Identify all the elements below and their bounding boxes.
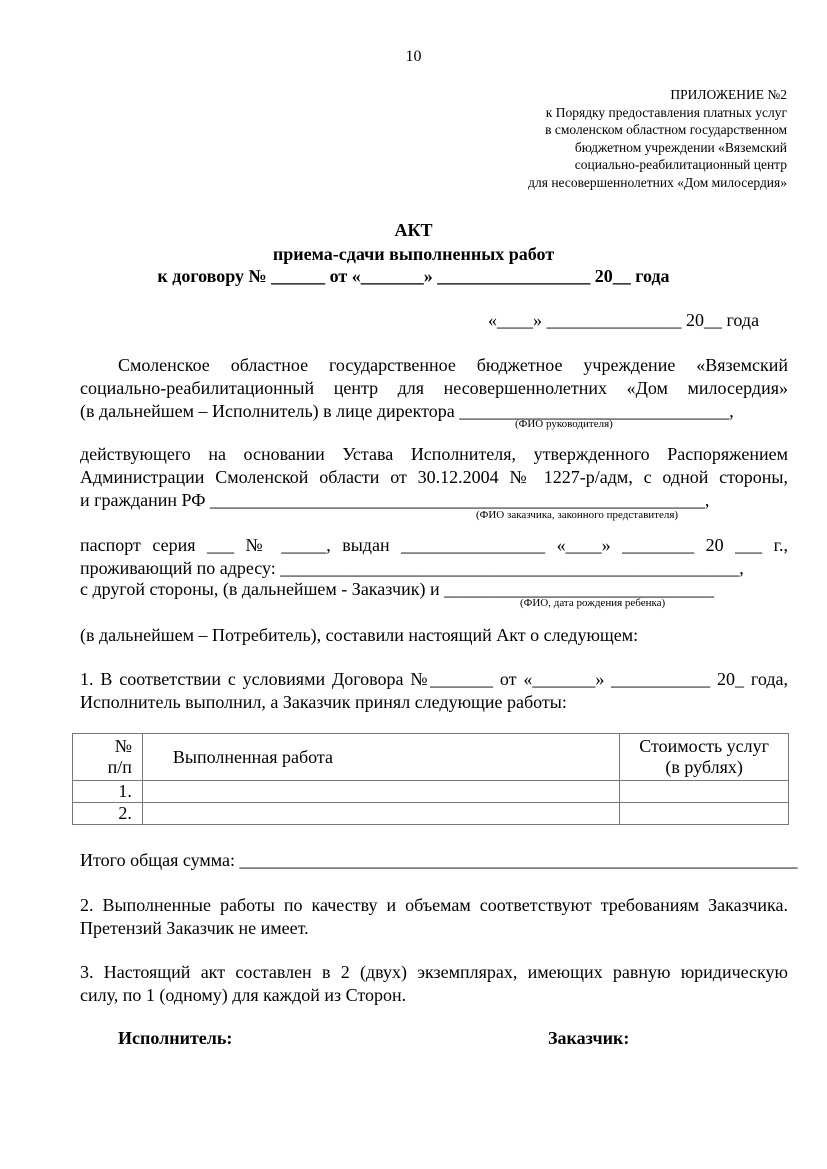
page-number: 10: [405, 48, 422, 65]
row-cost-cell[interactable]: [620, 781, 789, 803]
header-num-line1: №: [114, 736, 132, 756]
appendix-line: бюджетном учреждении «Вяземский: [574, 139, 787, 155]
para3-line: проживающий по адресу: ___________________________________________________,: [80, 558, 744, 578]
appendix-line: для несовершеннолетних «Дом милосердия»: [528, 174, 787, 190]
appendix-line: к Порядку предоставления платных услуг: [545, 104, 787, 120]
row-cost-cell[interactable]: [620, 803, 789, 825]
clause1-line: Исполнитель выполнил, а Заказчик принял следующие работы:: [80, 692, 567, 712]
para2-line: Администрации Смоленской области от 30.12.2004 № 1227-р/адм, с одной стороны,: [80, 467, 788, 487]
appendix-line: в смоленском областном государственном: [545, 122, 787, 138]
clause1-line: 1. В соответствии с условиями Договора №_______ от «_______» ___________ 20_ года,: [80, 669, 788, 689]
row-work-cell[interactable]: [142, 781, 619, 803]
para2-line: действующего на основании Устава Исполнителя, утвержденного Распоряжением: [80, 444, 788, 464]
para2-line: и гражданин РФ _______________________________________________________,: [80, 490, 710, 510]
clause3-line: 3. Настоящий акт составлен в 2 (двух) экземплярах, имеющих равную юридическую: [80, 962, 788, 982]
para1-line: социально-реабилитационный центр для несовершеннолетних «Дом милосердия»: [80, 378, 788, 398]
header-cost-line1: Стоимость услуг: [639, 736, 770, 756]
clause2-line: 2. Выполненные работы по качеству и объемам соответствуют требованиям Заказчика.: [80, 895, 788, 915]
header-cost-line2: (в рублях): [665, 757, 743, 777]
appendix-line: социально-реабилитационный центр: [574, 157, 787, 173]
table-header-row: [73, 734, 789, 781]
para4-line: (в дальнейшем – Потребитель), составили настоящий Акт о следующем:: [80, 625, 639, 645]
row-work-cell[interactable]: [142, 803, 619, 825]
clause2-line: Претензий Заказчик не имеет.: [80, 918, 309, 938]
para3-line: с другой стороны, (в дальнейшем - Заказчик) и ______________________________: [80, 579, 715, 599]
caption-director-name: (ФИО руководителя): [515, 418, 613, 430]
appendix-line: ПРИЛОЖЕНИЕ №2: [670, 87, 787, 102]
row-num-cell: 1.: [73, 781, 143, 803]
header-num-cell: [73, 734, 143, 781]
row-num-cell: 2.: [73, 803, 143, 825]
para3-line: паспорт серия ___ № _____, выдан ________________ «____» ________ 20 ___ г.,: [80, 535, 788, 555]
clause3-line: силу, по 1 (одному) для каждой из Сторон.: [80, 985, 407, 1005]
document-subtitle: приема-сдачи выполненных работ: [272, 244, 555, 264]
total-sum-line: Итого общая сумма: ______________________________________________________________: [80, 850, 798, 870]
executor-signature-label: Исполнитель:: [118, 1028, 233, 1048]
para1-line: Смоленское областное государственное бюджетное учреждение «Вяземский: [118, 355, 788, 375]
table-row: [73, 781, 789, 803]
document-title: АКТ: [394, 220, 433, 240]
appendix-header: [528, 86, 787, 192]
act-date: «____» _______________ 20__ года: [488, 310, 760, 330]
works-table: [72, 733, 789, 825]
header-work-cell: Выполненная работа: [142, 734, 619, 781]
para1-line: (в дальнейшем – Исполнитель) в лице директора ______________________________,: [80, 401, 734, 421]
table-row: [73, 803, 789, 825]
contract-reference: к договору № ______ от «_______» _________________ 20__ года: [157, 266, 670, 286]
caption-customer-name: (ФИО заказчика, законного представителя): [476, 509, 679, 521]
header-cost-cell: [620, 734, 789, 781]
customer-signature-label: Заказчик:: [548, 1028, 630, 1048]
header-num-line2: п/п: [107, 757, 132, 777]
caption-child-name: (ФИО, дата рождения ребенка): [520, 597, 666, 609]
